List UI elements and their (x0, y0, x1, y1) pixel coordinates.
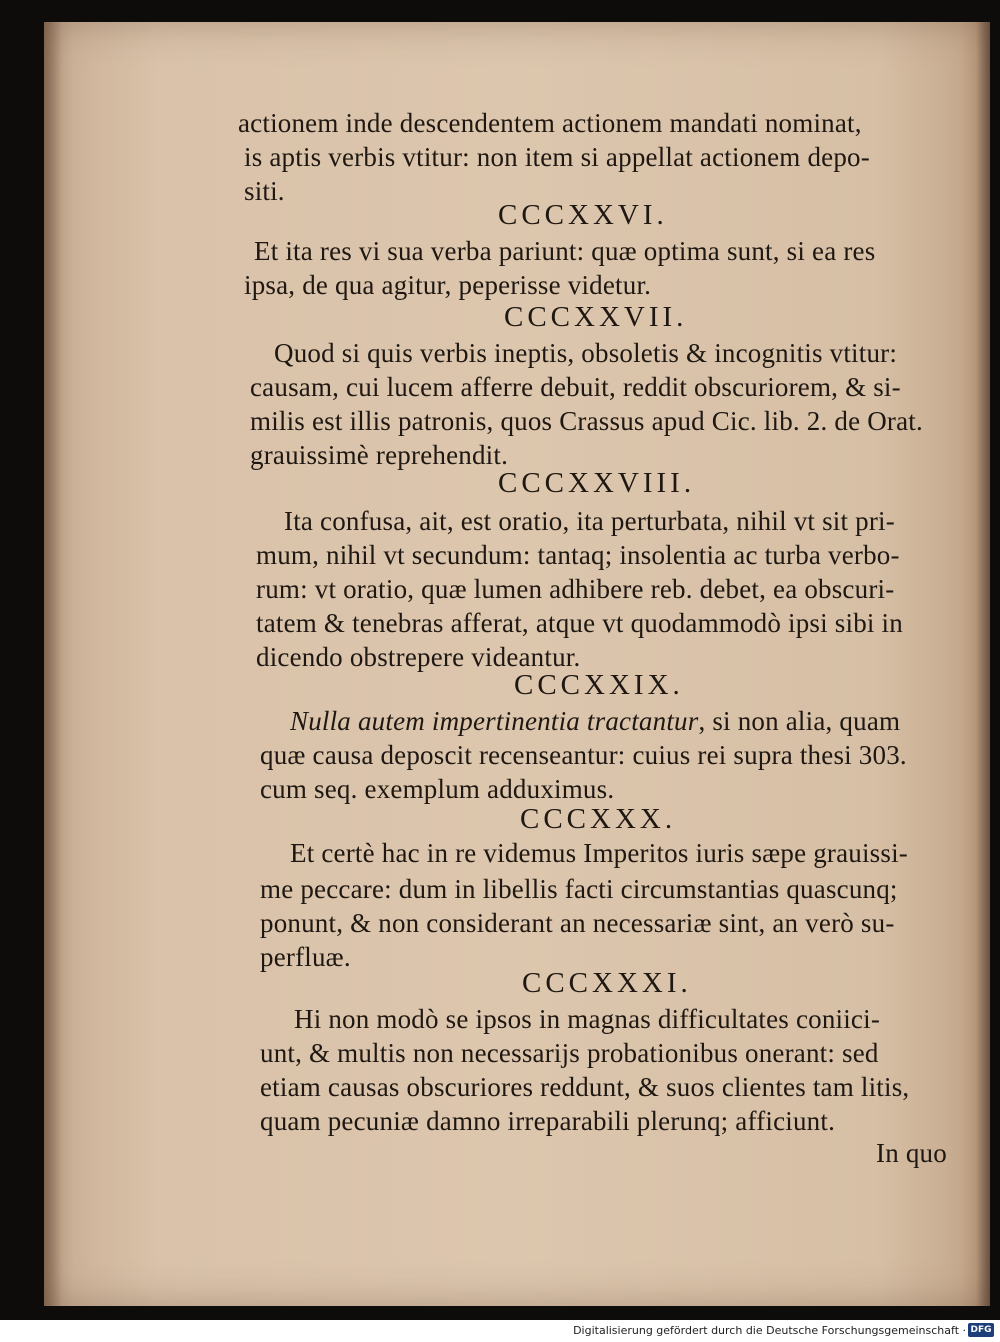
text-line: mum, nihil vt secundum: tantaq; insolentia ac turba verbo- (256, 540, 900, 570)
section-heading: CCCXXIX. (514, 669, 684, 701)
text-line: unt, & multis non necessarijs probationibus onerant: sed (260, 1038, 879, 1068)
text-line: quæ causa deposcit recenseantur: cuius rei supra thesi 303. (260, 740, 907, 770)
line-continuation: , si non alia, quam (698, 706, 901, 736)
section-heading: CCCXXVIII. (498, 467, 696, 499)
text-line: Et certè hac in re videmus Imperitos iuris sæpe grauissi- (290, 838, 908, 868)
text-line: Hi non modò se ipsos in magnas difficultates coniici- (294, 1004, 881, 1034)
italic-phrase: Nulla autem impertinentia tractantur (290, 706, 699, 736)
section-heading: CCCXXVI. (498, 199, 668, 231)
text-line: dicendo obstrepere videantur. (256, 642, 581, 672)
text-line: grauissimè reprehendit. (250, 440, 509, 470)
text-line: actionem inde descendentem actionem mandati nominat, (238, 108, 862, 138)
catchword: In quo (876, 1138, 947, 1168)
section-heading: CCCXXX. (520, 803, 677, 835)
text-line: cum seq. exemplum adduximus. (260, 774, 615, 804)
text-line: causam, cui lucem afferre debuit, reddit obscuriorem, & si- (250, 372, 901, 402)
text-line: ponunt, & non considerant an necessariæ sint, an verò su- (260, 908, 895, 938)
text-line (290, 704, 900, 738)
text-line: etiam causas obscuriores reddunt, & suos clientes tam litis, (260, 1072, 910, 1102)
text-line: ipsa, de qua agitur, peperisse videtur. (244, 270, 652, 300)
text-line: siti. (244, 176, 285, 206)
section-heading: CCCXXXI. (522, 967, 692, 999)
text-line: perfluæ. (260, 942, 351, 972)
page-text (44, 22, 990, 1306)
dfg-logo-icon: DFG (968, 1323, 994, 1337)
text-line: Ita confusa, ait, est oratio, ita perturbata, nihil vt sit pri- (284, 506, 895, 536)
text-line: is aptis verbis vtitur: non item si appellat actionem depo- (244, 142, 870, 172)
text-line: me peccare: dum in libellis facti circumstantias quascunq; (260, 874, 898, 904)
funding-credit: Digitalisierung gefördert durch die Deutsche Forschungsgemeinschaft · (573, 1324, 966, 1337)
text-line: Quod si quis verbis ineptis, obsoletis & incognitis vtitur: (274, 338, 898, 368)
text-line: milis est illis patronis, quos Crassus apud Cic. lib. 2. de Orat. (250, 406, 923, 436)
scanned-page (44, 22, 990, 1306)
section-heading: CCCXXVII. (504, 301, 688, 333)
text-line: quam pecuniæ damno irreparabili plerunq; afficiunt. (260, 1106, 836, 1136)
text-line: Et ita res vi sua verba pariunt: quæ optima sunt, si ea res (254, 236, 876, 266)
text-line: tatem & tenebras afferat, atque vt quodammodò ipsi sibi in (256, 608, 903, 638)
text-line: rum: vt oratio, quæ lumen adhibere reb. debet, ea obscuri- (256, 574, 895, 604)
